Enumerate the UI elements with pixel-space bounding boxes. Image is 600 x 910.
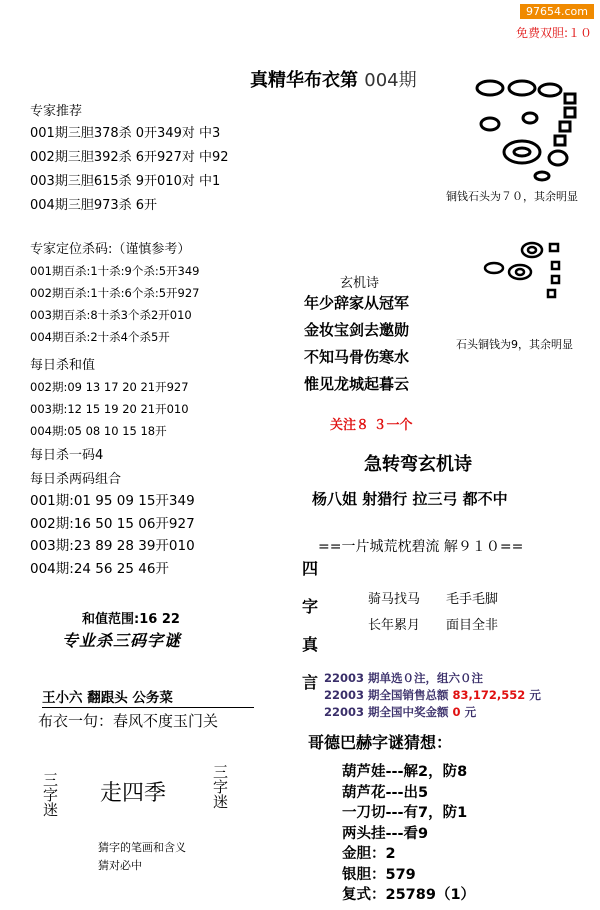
position-kill-list: [30, 260, 199, 348]
daily-one-code: 每日杀一码4: [30, 448, 104, 463]
title-issue: 004期: [364, 70, 417, 91]
daily-two-heading: 每日杀两码组合: [30, 472, 122, 487]
list-item: 002期三胆392杀 6开927对 中92: [30, 150, 229, 165]
four-char: 言: [302, 673, 319, 692]
stat-line: 22003 期全国中奖金额 0 元: [324, 705, 477, 719]
poem-line: 惟见龙城起暮云: [304, 375, 410, 393]
list-item: 004期:24 56 25 46开: [30, 560, 169, 577]
focus-note: 关注８ ３一个: [330, 418, 413, 433]
sum-range: 和值范围:16 22: [82, 612, 180, 627]
poem-line: 年少辞家从冠军: [304, 294, 410, 312]
goethe-list: [342, 762, 475, 906]
turn-line: 杨八姐 射猎行 拉三弓 都不中: [312, 490, 508, 508]
list-item: 001期三胆378杀 0开349对 中3: [30, 126, 221, 141]
divider: [42, 707, 254, 708]
sales-total: 83,172,552: [452, 688, 526, 702]
riddle-right-label: 三字迷: [211, 764, 229, 809]
goethe-heading: 哥德巴赫字谜猜想：: [308, 733, 453, 752]
page-title: [250, 66, 417, 92]
poem-lines: [304, 290, 409, 398]
turn-heading: 急转弯玄机诗: [364, 454, 472, 475]
list-item: 001期百杀:1十杀:9个杀:5开349: [30, 264, 200, 278]
list-item: 004期:05 08 10 15 18开: [30, 424, 167, 438]
list-item: 一刀切---有7，防1: [342, 805, 468, 821]
prize-total: 0: [452, 705, 461, 719]
coin-stone-figure-2: [478, 236, 568, 308]
coin-stone-figure-1: [470, 74, 590, 184]
list-item: 复式：25789（1）: [342, 887, 476, 903]
daily-two-list: [30, 490, 195, 580]
list-item: 金胆：2: [342, 846, 396, 862]
expert-heading: 专家推荐: [30, 104, 83, 119]
riddle-left-label: 三字迷: [41, 772, 59, 817]
poem-heading: 玄机诗: [340, 276, 380, 291]
four-char: 四: [302, 559, 319, 578]
list-item: 002期:09 13 17 20 21开927: [30, 380, 189, 394]
list-item: 001期:01 95 09 15开349: [30, 493, 195, 509]
list-item: 003期:12 15 19 20 21开010: [30, 402, 189, 416]
list-item: 两头挂---看9: [342, 825, 429, 842]
list-item: 004期百杀:2十杀4个杀5开: [30, 330, 170, 344]
city-line: ==一片城荒枕碧流 解９１０==: [318, 539, 524, 555]
poem-line: 金妆宝剑去邀勋: [304, 321, 410, 339]
list-item: 葫芦娃---解2，防8: [342, 764, 468, 780]
daily-sum-list: [30, 376, 189, 442]
phrase: 面目全非: [446, 618, 499, 633]
title-main: 真精华布衣第: [250, 70, 358, 91]
phrase: 毛手毛脚: [446, 592, 499, 607]
free-double-banner: 免费双胆:１０: [515, 26, 592, 40]
expert-list: [30, 122, 229, 218]
four-char-label: [302, 556, 318, 708]
list-item: 004期三胆973杀 6开: [30, 198, 158, 213]
list-item: 003期三胆615杀 9开010对 中1: [30, 174, 221, 189]
riddle-hint-2: 猜对必中: [98, 859, 142, 872]
list-item: 002期百杀:1十杀:6个杀:5开927: [30, 286, 200, 300]
buyi-line: 布衣一句：春风不度玉门关: [38, 712, 219, 730]
four-char: 真: [302, 635, 319, 654]
list-item: 003期:23 89 28 39开010: [30, 538, 195, 554]
stat-line: 22003 期单选０注，组六０注: [324, 671, 484, 685]
phrase: 骑马找马: [368, 592, 421, 607]
position-kill-heading: 专家定位杀码:（谨慎参考）: [30, 242, 191, 257]
figure-caption-1: 铜钱石头为７０，其余明显: [446, 190, 578, 203]
four-char: 字: [302, 597, 319, 616]
riddle-word: 走四季: [100, 781, 167, 806]
list-item: 葫芦花---出5: [342, 784, 429, 801]
riddle-hint: 猜字的笔画和含义: [98, 841, 186, 854]
list-item: 003期百杀:8十杀3个杀2开010: [30, 308, 192, 322]
phrase: 长年累月: [368, 618, 421, 633]
list-item: 银胆：579: [342, 866, 416, 883]
site-badge[interactable]: 97654.com: [520, 4, 594, 19]
wang-line: 王小六 翻跟头 公务菜: [42, 690, 173, 706]
stats-block: [324, 670, 541, 721]
figure-caption-2: 石头铜钱为9，其余明显: [456, 338, 573, 351]
daily-sum-heading: 每日杀和值: [30, 358, 96, 373]
stat-line: 22003 期全国销售总额 83,172,552 元: [324, 688, 541, 702]
poem-line: 不知马骨伤寒水: [304, 348, 410, 366]
pro-kill-title: 专业杀三码字谜: [62, 631, 182, 650]
list-item: 002期:16 50 15 06开927: [30, 515, 195, 532]
